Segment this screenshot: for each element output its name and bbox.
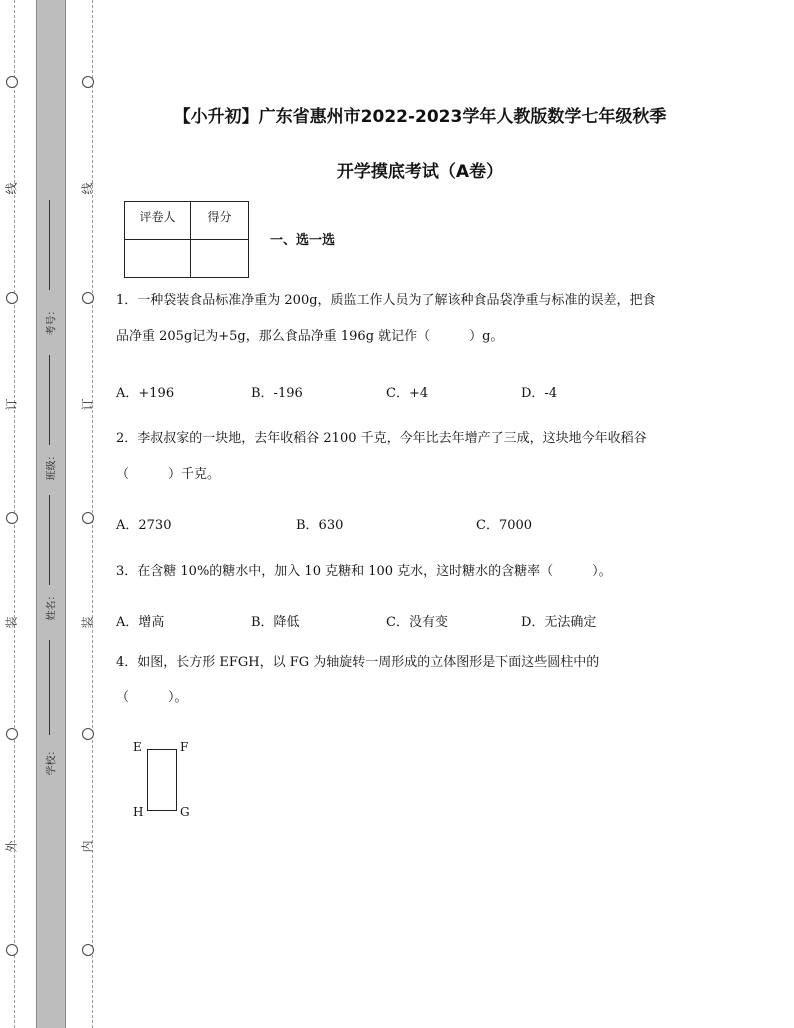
grader-header: 评卷人 [125, 202, 191, 240]
rectangle-efgh-figure [147, 749, 177, 811]
question-2-line-1: 2．李叔叔家的一块地，去年收稻谷 2100 千克，今年比去年增产了三成，这块地今年收稻谷 [116, 431, 647, 446]
score-table [124, 201, 249, 278]
question-1-option-b[interactable]: B．-196 [251, 386, 303, 401]
punch-hole [6, 76, 18, 88]
question-1-option-a[interactable]: A．+196 [116, 386, 175, 401]
exam-number-field[interactable] [40, 200, 60, 336]
margin-char-wai: 外 [4, 840, 19, 853]
question-2-option-c[interactable]: C．7000 [476, 518, 533, 533]
margin-char-zhuang: 装 [4, 616, 19, 629]
question-1-line-2: 品净重 205g记为+5g，那么食品净重 196g 就记作（ ）g。 [116, 329, 504, 344]
section-heading: 一、选一选 [270, 233, 336, 248]
punch-hole [82, 512, 94, 524]
question-4-line-2: （ ）。 [116, 690, 188, 705]
class-label: 班级： [46, 450, 58, 481]
punch-hole [82, 728, 94, 740]
question-1-line-1: 1．一种袋装食品标准净重为 200g，质监工作人员为了解该种食品袋净重与标准的误差，把食 [116, 293, 656, 308]
question-2-option-a[interactable]: A．2730 [116, 518, 172, 533]
margin-char-xian: 线 [80, 182, 95, 195]
question-1-option-c[interactable]: C．+4 [386, 386, 429, 401]
name-label: 姓名： [46, 590, 58, 621]
question-3-option-c[interactable]: C．没有变 [386, 615, 448, 630]
page-title-line2: 开学摸底考试（A卷） [336, 162, 504, 182]
score-header: 得分 [191, 202, 249, 240]
grader-cell[interactable] [125, 240, 191, 278]
margin-char-xian: 线 [4, 182, 19, 195]
margin-char-zhuang: 装 [80, 616, 95, 629]
question-2-option-b[interactable]: B．630 [296, 518, 344, 533]
margin-char-nei: 内 [80, 840, 95, 853]
school-label: 学校： [46, 745, 58, 776]
score-cell[interactable] [191, 240, 249, 278]
vertex-label-f: F [180, 740, 189, 754]
name-field[interactable] [40, 495, 60, 621]
question-3-line-1: 3．在含糖 10%的糖水中，加入 10 克糖和 100 克水，这时糖水的含糖率（ ）。 [116, 564, 612, 579]
page-title-line1: 【小升初】广东省惠州市2022-2023学年人教版数学七年级秋季 [173, 107, 667, 127]
question-2-line-2: （ ）千克。 [116, 467, 221, 482]
class-field[interactable] [40, 355, 60, 481]
question-3-option-b[interactable]: B．降低 [251, 615, 300, 630]
punch-hole [82, 292, 94, 304]
vertex-label-g: G [180, 805, 190, 819]
punch-hole [6, 512, 18, 524]
question-4-line-1: 4．如图，长方形 EFGH，以 FG 为轴旋转一周形成的立体图形是下面这些圆柱中的 [116, 655, 600, 670]
punch-hole [6, 944, 18, 956]
exam-number-label: 考号： [46, 305, 58, 336]
punch-hole [6, 292, 18, 304]
punch-hole [82, 76, 94, 88]
margin-char-ding: 订 [4, 398, 19, 411]
punch-hole [6, 728, 18, 740]
punch-hole [82, 944, 94, 956]
question-3-option-d[interactable]: D．无法确定 [521, 615, 597, 630]
question-3-option-a[interactable]: A．增高 [116, 615, 165, 630]
vertex-label-e: E [133, 740, 142, 754]
school-field[interactable] [40, 640, 60, 776]
margin-char-ding: 订 [80, 398, 95, 411]
vertex-label-h: H [133, 805, 144, 819]
question-1-option-d[interactable]: D．-4 [521, 386, 558, 401]
